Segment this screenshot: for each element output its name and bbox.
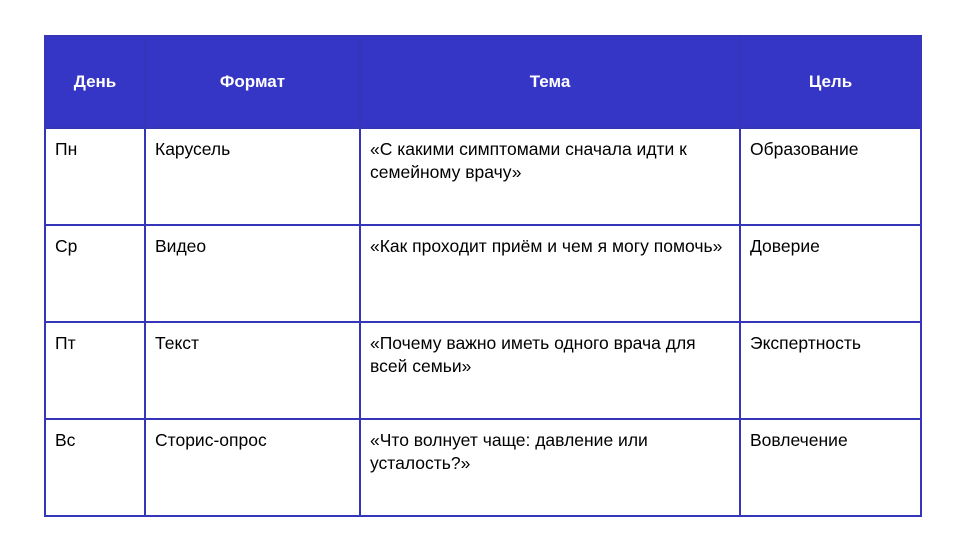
header-goal: Цель [740, 36, 921, 128]
cell-topic: «Что волнует чаще: давление или усталость?» [360, 419, 740, 516]
cell-goal: Вовлечение [740, 419, 921, 516]
cell-day: Пн [45, 128, 145, 225]
cell-format: Текст [145, 322, 360, 419]
cell-format: Видео [145, 225, 360, 322]
table-row [45, 419, 921, 516]
header-day: День [45, 36, 145, 128]
content-plan-table [44, 35, 922, 517]
header-topic: Тема [360, 36, 740, 128]
table-row [45, 322, 921, 419]
table-row [45, 225, 921, 322]
cell-goal: Экспертность [740, 322, 921, 419]
cell-day: Ср [45, 225, 145, 322]
header-format: Формат [145, 36, 360, 128]
cell-goal: Образование [740, 128, 921, 225]
cell-topic: «Почему важно иметь одного врача для всей семьи» [360, 322, 740, 419]
cell-day: Пт [45, 322, 145, 419]
cell-day: Вс [45, 419, 145, 516]
cell-goal: Доверие [740, 225, 921, 322]
cell-format: Карусель [145, 128, 360, 225]
cell-format: Сторис-опрос [145, 419, 360, 516]
cell-topic: «Как проходит приём и чем я могу помочь» [360, 225, 740, 322]
header-row [45, 36, 921, 128]
table-header [45, 36, 921, 128]
cell-topic: «С какими симптомами сначала идти к семейному врачу» [360, 128, 740, 225]
table-row [45, 128, 921, 225]
table-body [45, 128, 921, 516]
